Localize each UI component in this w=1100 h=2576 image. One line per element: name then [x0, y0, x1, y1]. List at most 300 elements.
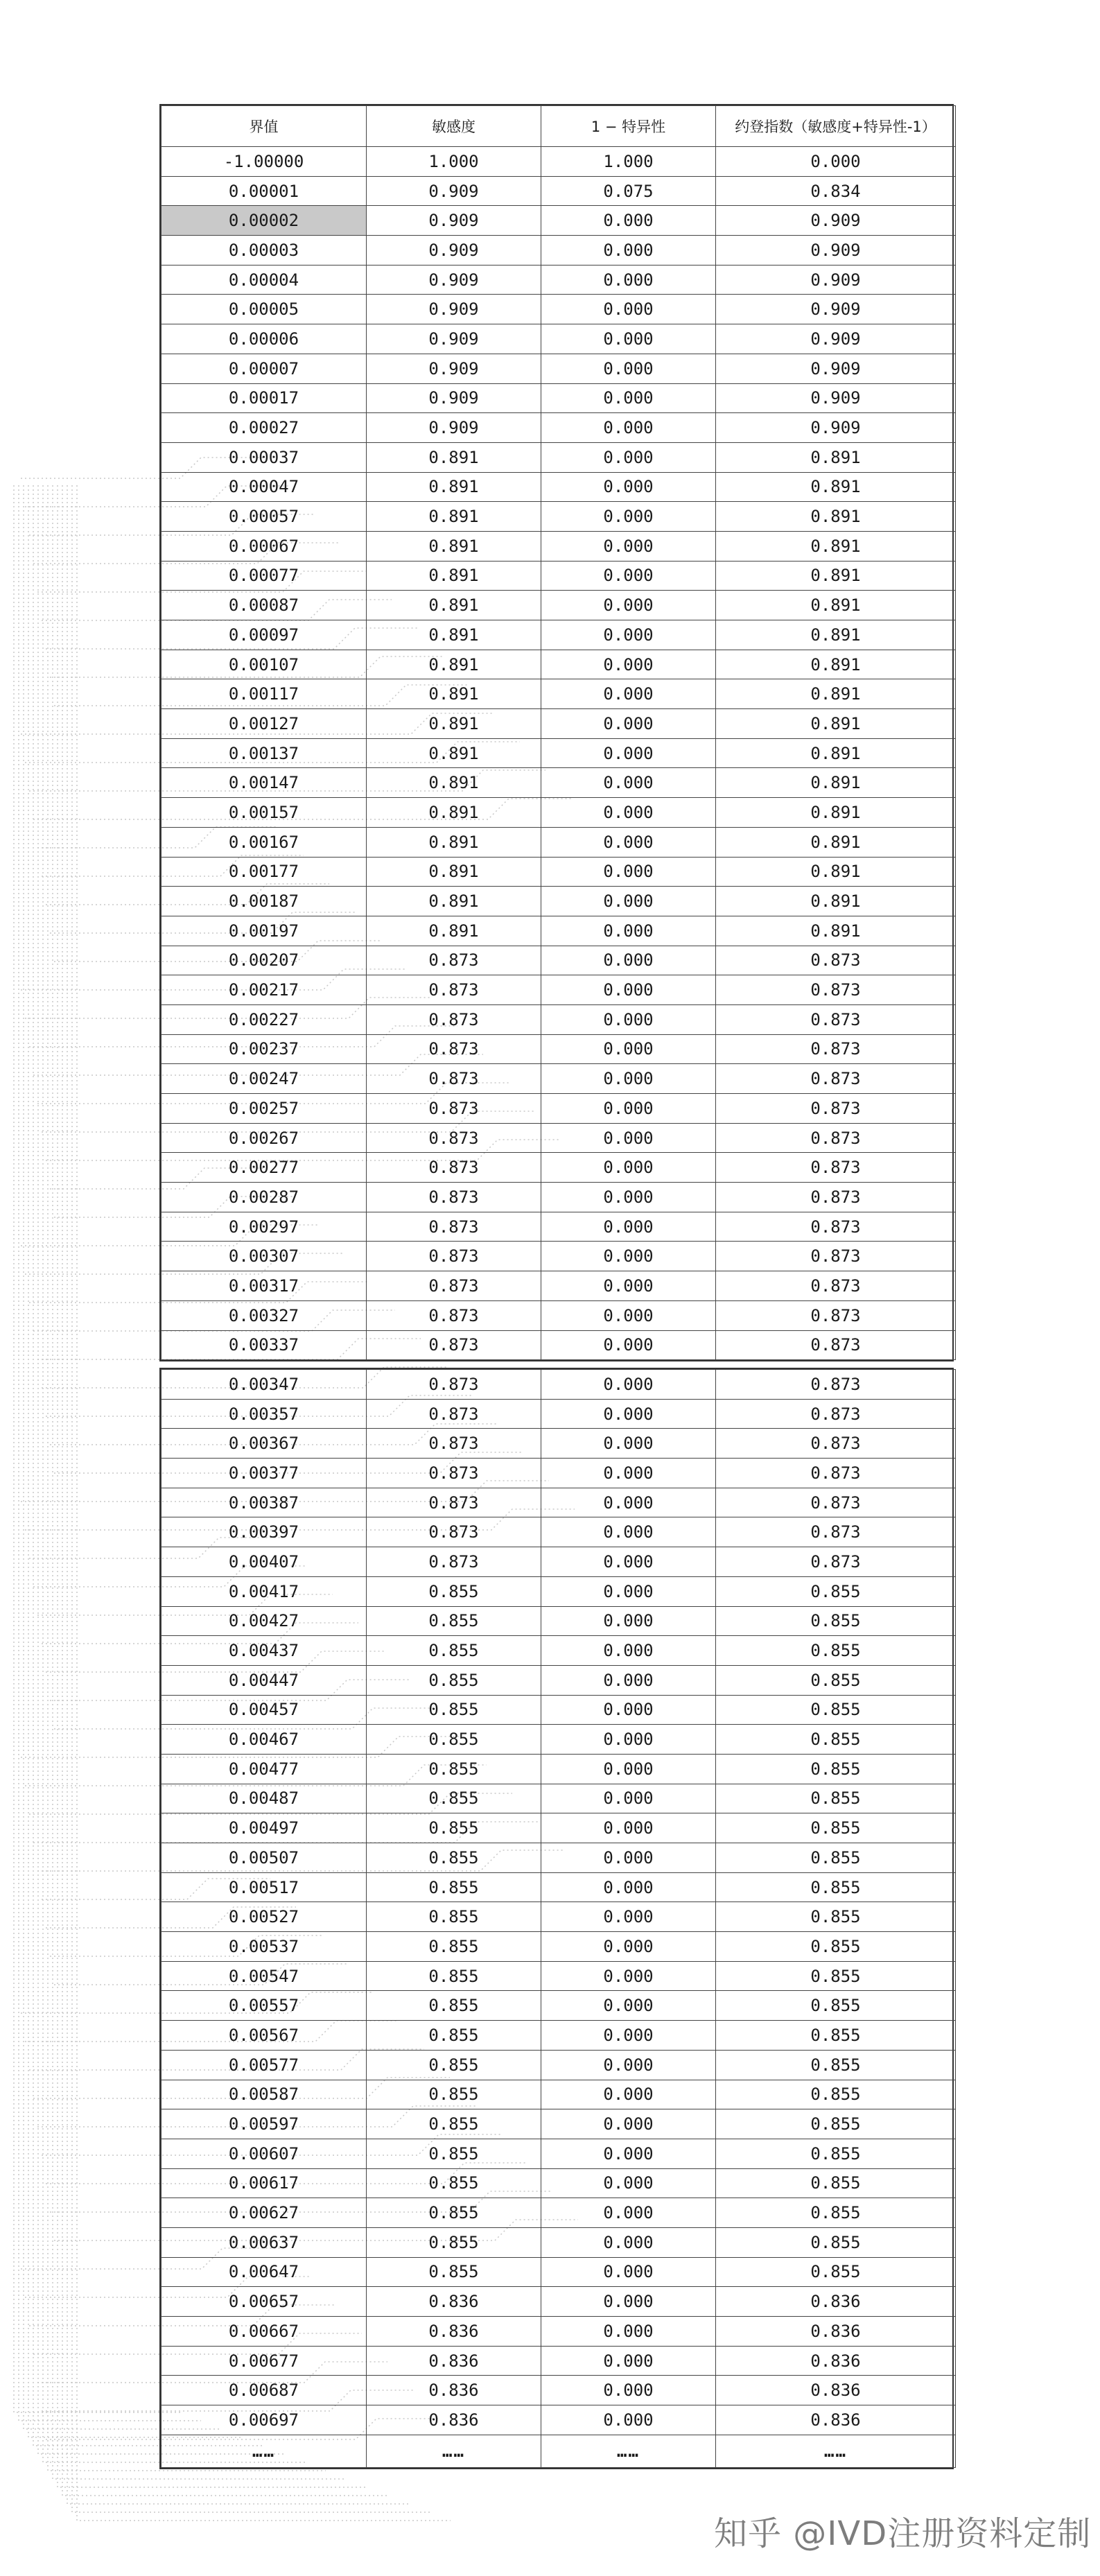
cell-youden-index: 0.891: [716, 502, 956, 532]
table-row: [161, 1991, 956, 2021]
cell-cutoff: 0.00647: [161, 2257, 367, 2287]
cell-cutoff: 0.00027: [161, 413, 367, 443]
cell-cutoff: 0.00167: [161, 827, 367, 857]
cell-sensitivity: 0.909: [367, 206, 541, 236]
table-row: [161, 1064, 956, 1094]
cell-youden-index: 0.855: [716, 1754, 956, 1784]
cell-cutoff: 0.00267: [161, 1123, 367, 1153]
table-row: [161, 206, 956, 236]
cell-sensitivity: 0.909: [367, 236, 541, 266]
cell-one-minus-specificity: 0.000: [541, 1517, 716, 1547]
background-trace-line: [14, 485, 180, 2412]
cell-cutoff: 0.00087: [161, 591, 367, 620]
cell-youden-index: 0.909: [716, 206, 956, 236]
cell-one-minus-specificity: 0.000: [541, 1961, 716, 1991]
header-sensitivity: 敏感度: [367, 106, 541, 147]
cell-cutoff: 0.00237: [161, 1034, 367, 1064]
cell-cutoff: 0.00177: [161, 857, 367, 887]
cell-sensitivity: 0.855: [367, 1784, 541, 1813]
cell-one-minus-specificity: 0.000: [541, 2257, 716, 2287]
cell-sensitivity: 0.873: [367, 1370, 541, 1400]
cell-cutoff: 0.00347: [161, 1370, 367, 1400]
cell-one-minus-specificity: 0.000: [541, 561, 716, 591]
cell-youden-index: 0.855: [716, 1636, 956, 1666]
table-row: [161, 531, 956, 561]
cell-one-minus-specificity: 0.000: [541, 1843, 716, 1873]
ellipsis-cell: ……: [367, 2435, 541, 2467]
cell-youden-index: 0.909: [716, 295, 956, 324]
table-row: [161, 2021, 956, 2051]
cell-one-minus-specificity: 0.000: [541, 975, 716, 1005]
table-row: [161, 1695, 956, 1725]
cell-sensitivity: 0.855: [367, 1872, 541, 1902]
cell-cutoff: 0.00527: [161, 1902, 367, 1932]
cell-youden-index: 0.873: [716, 1212, 956, 1242]
cell-cutoff: 0.00157: [161, 798, 367, 828]
table-row: [161, 1961, 956, 1991]
cell-cutoff: 0.00327: [161, 1300, 367, 1330]
cell-sensitivity: 0.909: [367, 295, 541, 324]
cell-sensitivity: 0.873: [367, 1094, 541, 1124]
table-row: [161, 1547, 956, 1577]
cell-sensitivity: 0.836: [367, 2376, 541, 2405]
table-row: [161, 502, 956, 532]
table-row: [161, 472, 956, 502]
table-row: [161, 354, 956, 383]
cell-cutoff: 0.00667: [161, 2317, 367, 2347]
cell-sensitivity: 0.855: [367, 2227, 541, 2257]
cell-cutoff: 0.00697: [161, 2405, 367, 2435]
cell-sensitivity: 0.855: [367, 1932, 541, 1962]
cell-one-minus-specificity: 0.000: [541, 1370, 716, 1400]
cell-sensitivity: 0.873: [367, 1399, 541, 1429]
cell-youden-index: 0.873: [716, 1459, 956, 1488]
cell-youden-index: 0.855: [716, 2168, 956, 2198]
cell-youden-index: 0.855: [716, 1606, 956, 1636]
table-row: [161, 1370, 956, 1400]
cell-youden-index: 0.836: [716, 2376, 956, 2405]
cell-cutoff: 0.00004: [161, 265, 367, 295]
cell-sensitivity: 0.873: [367, 1547, 541, 1577]
cell-youden-index: 0.891: [716, 679, 956, 709]
cell-sensitivity: 1.000: [367, 147, 541, 177]
cell-sensitivity: 0.891: [367, 916, 541, 946]
cell-sensitivity: 0.891: [367, 679, 541, 709]
cell-cutoff: 0.00677: [161, 2346, 367, 2376]
table-row: [161, 946, 956, 975]
cell-sensitivity: 0.855: [367, 1665, 541, 1695]
table-row: [161, 650, 956, 679]
table-row: [161, 2198, 956, 2228]
cell-one-minus-specificity: 0.000: [541, 413, 716, 443]
cell-sensitivity: 0.873: [367, 1330, 541, 1360]
cell-one-minus-specificity: 0.000: [541, 1665, 716, 1695]
cell-one-minus-specificity: 0.000: [541, 1606, 716, 1636]
cell-youden-index: 0.000: [716, 147, 956, 177]
cell-one-minus-specificity: 0.000: [541, 1991, 716, 2021]
cell-youden-index: 0.836: [716, 2287, 956, 2317]
cell-one-minus-specificity: 0.000: [541, 650, 716, 679]
cell-one-minus-specificity: 0.000: [541, 1636, 716, 1666]
cell-one-minus-specificity: 0.000: [541, 295, 716, 324]
cell-one-minus-specificity: 0.075: [541, 176, 716, 206]
cell-youden-index: 0.873: [716, 1547, 956, 1577]
cell-youden-index: 0.873: [716, 1004, 956, 1034]
cell-cutoff: 0.00107: [161, 650, 367, 679]
table-row: [161, 1004, 956, 1034]
watermark-text: 知乎 @IVD注册资料定制: [714, 2514, 1092, 2553]
cell-cutoff: 0.00317: [161, 1271, 367, 1301]
cell-youden-index: 0.873: [716, 1488, 956, 1517]
cell-cutoff: 0.00637: [161, 2227, 367, 2257]
table-row: [161, 620, 956, 650]
table-row: [161, 916, 956, 946]
cell-youden-index: 0.855: [716, 1932, 956, 1962]
cell-youden-index: 0.873: [716, 1517, 956, 1547]
cell-youden-index: 0.873: [716, 1153, 956, 1183]
cell-one-minus-specificity: 0.000: [541, 1576, 716, 1606]
cell-youden-index: 0.891: [716, 650, 956, 679]
table-row: [161, 2405, 956, 2435]
cell-one-minus-specificity: 0.000: [541, 383, 716, 413]
cell-cutoff: 0.00357: [161, 1399, 367, 1429]
cell-sensitivity: 0.891: [367, 738, 541, 768]
table-row: [161, 1843, 956, 1873]
cell-one-minus-specificity: 0.000: [541, 887, 716, 916]
cell-youden-index: 0.891: [716, 531, 956, 561]
table-body-part-1: [161, 147, 956, 1360]
cell-one-minus-specificity: 0.000: [541, 1153, 716, 1183]
cell-cutoff: 0.00277: [161, 1153, 367, 1183]
table-row: [161, 2287, 956, 2317]
roc-coordinates-table-part-2: [159, 1368, 954, 2469]
cell-sensitivity: 0.855: [367, 1991, 541, 2021]
cell-youden-index: 0.873: [716, 946, 956, 975]
cell-cutoff: 0.00447: [161, 1665, 367, 1695]
cell-sensitivity: 0.891: [367, 650, 541, 679]
table-row: [161, 176, 956, 206]
cell-sensitivity: 0.891: [367, 887, 541, 916]
cell-cutoff: 0.00097: [161, 620, 367, 650]
cell-sensitivity: 0.855: [367, 2109, 541, 2139]
cell-youden-index: 0.909: [716, 324, 956, 354]
cell-youden-index: 0.891: [716, 857, 956, 887]
cell-youden-index: 0.891: [716, 591, 956, 620]
cell-youden-index: 0.891: [716, 472, 956, 502]
cell-youden-index: 0.891: [716, 916, 956, 946]
cell-sensitivity: 0.855: [367, 1843, 541, 1873]
cell-cutoff: 0.00017: [161, 383, 367, 413]
cell-youden-index: 0.855: [716, 2021, 956, 2051]
cell-one-minus-specificity: 0.000: [541, 2317, 716, 2347]
cell-sensitivity: 0.873: [367, 1004, 541, 1034]
table-row: [161, 709, 956, 739]
cell-sensitivity: 0.873: [367, 1064, 541, 1094]
cell-youden-index: 0.891: [716, 561, 956, 591]
table-row: [161, 236, 956, 266]
cell-youden-index: 0.873: [716, 1183, 956, 1212]
cell-cutoff: 0.00437: [161, 1636, 367, 1666]
table-row: [161, 1488, 956, 1517]
cell-youden-index: 0.834: [716, 176, 956, 206]
cell-one-minus-specificity: 0.000: [541, 1300, 716, 1330]
cell-one-minus-specificity: 0.000: [541, 916, 716, 946]
table-row: [161, 1725, 956, 1755]
cell-cutoff: 0.00427: [161, 1606, 367, 1636]
cell-youden-index: 0.855: [716, 1902, 956, 1932]
roc-coordinates-table-part-1: [159, 104, 954, 1361]
cell-youden-index: 0.909: [716, 413, 956, 443]
cell-youden-index: 0.836: [716, 2317, 956, 2347]
cell-sensitivity: 0.891: [367, 561, 541, 591]
cell-cutoff: 0.00467: [161, 1725, 367, 1755]
cell-sensitivity: 0.855: [367, 1606, 541, 1636]
cell-youden-index: 0.891: [716, 798, 956, 828]
cell-sensitivity: 0.909: [367, 354, 541, 383]
table-row: [161, 1754, 956, 1784]
cell-one-minus-specificity: 0.000: [541, 354, 716, 383]
cell-cutoff: 0.00002: [161, 206, 367, 236]
cell-one-minus-specificity: 0.000: [541, 827, 716, 857]
cell-one-minus-specificity: 0.000: [541, 236, 716, 266]
table-row: [161, 2317, 956, 2347]
cell-cutoff: 0.00497: [161, 1813, 367, 1843]
cell-cutoff: 0.00077: [161, 561, 367, 591]
cell-cutoff: 0.00627: [161, 2198, 367, 2228]
cell-cutoff: 0.00307: [161, 1242, 367, 1271]
table-row: [161, 975, 956, 1005]
cell-sensitivity: 0.873: [367, 1517, 541, 1547]
cell-one-minus-specificity: 0.000: [541, 1330, 716, 1360]
cell-one-minus-specificity: 0.000: [541, 324, 716, 354]
table-row: [161, 1153, 956, 1183]
table-row: [161, 857, 956, 887]
cell-youden-index: 0.891: [716, 827, 956, 857]
cell-cutoff: 0.00257: [161, 1094, 367, 1124]
cell-youden-index: 0.855: [716, 2139, 956, 2168]
cell-sensitivity: 0.873: [367, 1123, 541, 1153]
cell-cutoff: 0.00207: [161, 946, 367, 975]
cell-youden-index: 0.891: [716, 442, 956, 472]
cell-one-minus-specificity: 0.000: [541, 1271, 716, 1301]
cell-sensitivity: 0.891: [367, 857, 541, 887]
table-row: [161, 1094, 956, 1124]
cell-cutoff: 0.00187: [161, 887, 367, 916]
cell-one-minus-specificity: 0.000: [541, 265, 716, 295]
table-row: [161, 1183, 956, 1212]
table-row: [161, 1932, 956, 1962]
cell-one-minus-specificity: 0.000: [541, 2168, 716, 2198]
cell-sensitivity: 0.855: [367, 2257, 541, 2287]
table-row: [161, 1902, 956, 1932]
cell-sensitivity: 0.891: [367, 620, 541, 650]
cell-cutoff: 0.00617: [161, 2168, 367, 2198]
cell-one-minus-specificity: 0.000: [541, 1183, 716, 1212]
cell-sensitivity: 0.891: [367, 531, 541, 561]
cell-sensitivity: 0.891: [367, 798, 541, 828]
table-row: [161, 265, 956, 295]
cell-one-minus-specificity: 0.000: [541, 2050, 716, 2080]
table-row: [161, 679, 956, 709]
table-row: [161, 2376, 956, 2405]
table-row: [161, 2109, 956, 2139]
cell-sensitivity: 0.873: [367, 1459, 541, 1488]
cell-youden-index: 0.891: [716, 620, 956, 650]
table-row: [161, 2139, 956, 2168]
cell-youden-index: 0.873: [716, 1370, 956, 1400]
header-one-minus-specificity: 1 − 特异性: [541, 106, 716, 147]
cell-youden-index: 0.836: [716, 2405, 956, 2435]
table-row: [161, 1271, 956, 1301]
cell-sensitivity: 0.891: [367, 502, 541, 532]
cell-sensitivity: 0.855: [367, 1961, 541, 1991]
cell-one-minus-specificity: 1.000: [541, 147, 716, 177]
cell-one-minus-specificity: 0.000: [541, 679, 716, 709]
cell-sensitivity: 0.873: [367, 1300, 541, 1330]
table-row: [161, 2257, 956, 2287]
cell-cutoff: 0.00457: [161, 1695, 367, 1725]
cell-one-minus-specificity: 0.000: [541, 1784, 716, 1813]
table-row: [161, 2050, 956, 2080]
cell-youden-index: 0.855: [716, 1576, 956, 1606]
cell-one-minus-specificity: 0.000: [541, 2376, 716, 2405]
table-row: [161, 1576, 956, 1606]
cell-one-minus-specificity: 0.000: [541, 1399, 716, 1429]
cell-one-minus-specificity: 0.000: [541, 1547, 716, 1577]
cell-cutoff: 0.00367: [161, 1429, 367, 1459]
cell-one-minus-specificity: 0.000: [541, 1429, 716, 1459]
ellipsis-cell: ……: [541, 2435, 716, 2467]
cell-cutoff: 0.00047: [161, 472, 367, 502]
table-row: [161, 147, 956, 177]
cell-cutoff: 0.00037: [161, 442, 367, 472]
cell-youden-index: 0.891: [716, 709, 956, 739]
cell-sensitivity: 0.891: [367, 768, 541, 798]
table-header-row: [161, 106, 956, 147]
cell-youden-index: 0.873: [716, 1429, 956, 1459]
cell-cutoff: 0.00247: [161, 1064, 367, 1094]
cell-youden-index: 0.873: [716, 1034, 956, 1064]
cell-sensitivity: 0.873: [367, 1242, 541, 1271]
cell-youden-index: 0.855: [716, 2257, 956, 2287]
cell-one-minus-specificity: 0.000: [541, 2287, 716, 2317]
table-row: [161, 295, 956, 324]
ellipsis-cell: ……: [161, 2435, 367, 2467]
cell-one-minus-specificity: 0.000: [541, 2346, 716, 2376]
cell-cutoff: 0.00407: [161, 1547, 367, 1577]
cell-sensitivity: 0.891: [367, 709, 541, 739]
cell-youden-index: 0.873: [716, 1300, 956, 1330]
cell-youden-index: 0.873: [716, 975, 956, 1005]
table-row: [161, 1212, 956, 1242]
ellipsis-cell: ……: [716, 2435, 956, 2467]
table-row: [161, 442, 956, 472]
cell-one-minus-specificity: 0.000: [541, 206, 716, 236]
table-row: [161, 1123, 956, 1153]
cell-one-minus-specificity: 0.000: [541, 2227, 716, 2257]
cell-cutoff: 0.00127: [161, 709, 367, 739]
cell-one-minus-specificity: 0.000: [541, 1725, 716, 1755]
cell-youden-index: 0.855: [716, 2227, 956, 2257]
cell-one-minus-specificity: 0.000: [541, 1094, 716, 1124]
cell-sensitivity: 0.855: [367, 2168, 541, 2198]
cell-one-minus-specificity: 0.000: [541, 442, 716, 472]
table-row: [161, 2346, 956, 2376]
cell-one-minus-specificity: 0.000: [541, 1932, 716, 1962]
table-row: [161, 1665, 956, 1695]
cell-cutoff: 0.00007: [161, 354, 367, 383]
cell-cutoff: 0.00287: [161, 1183, 367, 1212]
cell-sensitivity: 0.873: [367, 975, 541, 1005]
table-row: [161, 798, 956, 828]
cell-cutoff: 0.00067: [161, 531, 367, 561]
cell-one-minus-specificity: 0.000: [541, 1813, 716, 1843]
cell-sensitivity: 0.873: [367, 1183, 541, 1212]
table-row: [161, 1606, 956, 1636]
cell-cutoff: 0.00687: [161, 2376, 367, 2405]
cell-youden-index: 0.855: [716, 2198, 956, 2228]
cell-one-minus-specificity: 0.000: [541, 1902, 716, 1932]
cell-cutoff: 0.00057: [161, 502, 367, 532]
table-row: [161, 2080, 956, 2109]
cell-sensitivity: 0.873: [367, 946, 541, 975]
table-row: [161, 383, 956, 413]
cell-sensitivity: 0.891: [367, 827, 541, 857]
table-row: [161, 1517, 956, 1547]
cell-sensitivity: 0.909: [367, 383, 541, 413]
cell-cutoff: 0.00657: [161, 2287, 367, 2317]
cell-sensitivity: 0.855: [367, 1576, 541, 1606]
cell-youden-index: 0.909: [716, 354, 956, 383]
cell-youden-index: 0.909: [716, 236, 956, 266]
cell-sensitivity: 0.873: [367, 1153, 541, 1183]
table-row: [161, 827, 956, 857]
cell-youden-index: 0.855: [716, 1784, 956, 1813]
cell-one-minus-specificity: 0.000: [541, 2139, 716, 2168]
table-row: [161, 1636, 956, 1666]
cell-youden-index: 0.855: [716, 2050, 956, 2080]
cell-one-minus-specificity: 0.000: [541, 738, 716, 768]
table-row: [161, 1429, 956, 1459]
cell-cutoff: 0.00557: [161, 1991, 367, 2021]
cell-sensitivity: 0.891: [367, 591, 541, 620]
cell-one-minus-specificity: 0.000: [541, 2405, 716, 2435]
cell-youden-index: 0.855: [716, 1843, 956, 1873]
cell-cutoff: 0.00005: [161, 295, 367, 324]
cell-sensitivity: 0.836: [367, 2317, 541, 2347]
cell-youden-index: 0.891: [716, 768, 956, 798]
cell-sensitivity: 0.891: [367, 442, 541, 472]
cell-cutoff: 0.00417: [161, 1576, 367, 1606]
cell-cutoff: 0.00003: [161, 236, 367, 266]
table-row: [161, 1330, 956, 1360]
cell-cutoff: 0.00537: [161, 1932, 367, 1962]
cell-one-minus-specificity: 0.000: [541, 1004, 716, 1034]
cell-youden-index: 0.855: [716, 1813, 956, 1843]
cell-one-minus-specificity: 0.000: [541, 1064, 716, 1094]
cell-sensitivity: 0.873: [367, 1034, 541, 1064]
cell-cutoff: -1.00000: [161, 147, 367, 177]
cell-youden-index: 0.873: [716, 1271, 956, 1301]
cell-sensitivity: 0.873: [367, 1212, 541, 1242]
cell-one-minus-specificity: 0.000: [541, 620, 716, 650]
cell-sensitivity: 0.855: [367, 2139, 541, 2168]
table-row: [161, 1872, 956, 1902]
cell-one-minus-specificity: 0.000: [541, 531, 716, 561]
cell-youden-index: 0.891: [716, 738, 956, 768]
cell-one-minus-specificity: 0.000: [541, 1872, 716, 1902]
table-row: [161, 591, 956, 620]
